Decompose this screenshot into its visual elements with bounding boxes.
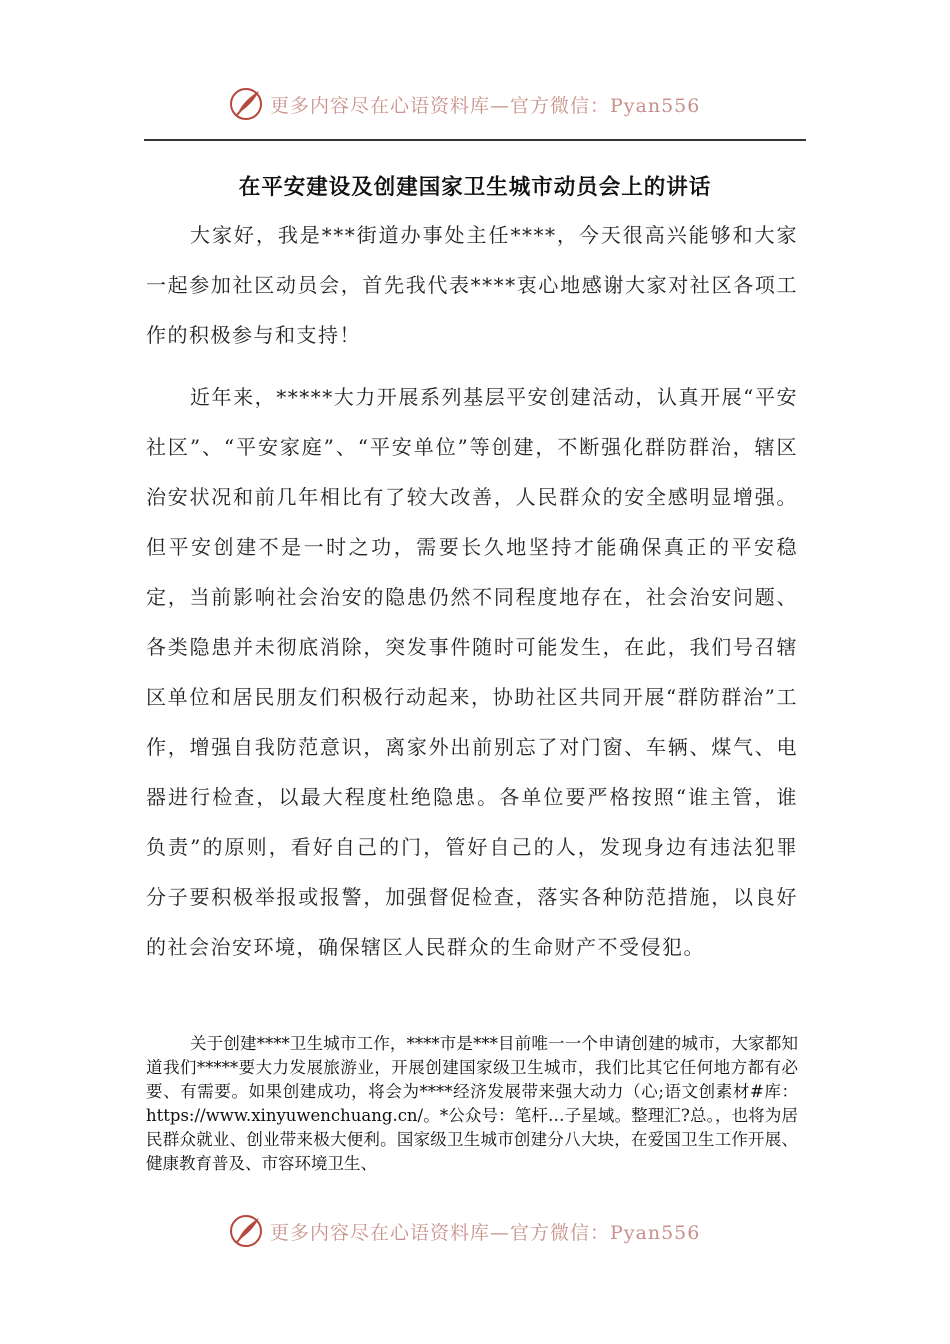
footer-brand-text: 更多内容尽在心语资料库—官方微信：Pyan556 [270, 1221, 701, 1244]
paragraph-health-city: 关于创建****卫生城市工作，****市是***目前唯一一个申请创建的城市，大家都知道我们*****要大力发展旅游业，开展创建国家级卫生城市，我们比其它任何地方都有必要、有需要。如果创建成功，将会为****经济发展带来强大动力（心;语文创素材#库：https://www.xinyuwenchuang.cn/。*公众号：笔杆…子星域。整理汇?总。，也将为居民群众就业、创业带来极大便利。国家级卫生城市创建分八大块，在爱国卫生工作开展、健康教育普及、市容环境卫生、 [146, 1034, 798, 1173]
header-divider [144, 139, 806, 141]
header-watermark [228, 84, 748, 124]
quill-pen-circle-icon [228, 86, 264, 122]
footer-watermark [228, 1211, 748, 1251]
paragraph-safety: 近年来，*****大力开展系列基层平安创建活动，认真开展“平安社区”、“平安家庭”、“平安单位”等创建，不断强化群防群治，辖区治安状况和前几年相比有了较大改善，人民群众的安全感明显增强。但平安创建不是一时之功，需要长久地坚持才能确保真正的平安稳定，当前影响社会治安的隐患仍然不同程度地存在，社会治安问题、各类隐患并未彻底消除，突发事件随时可能发生，在此，我们号召辖区单位和居民朋友们积极行动起来，协助社区共同开展“群防群治”工作，增强自我防范意识，离家外出前别忘了对门窗、车辆、煤气、电器进行检查，以最大程度杜绝隐患。各单位要严格按照“谁主管，谁负责”的原则，看好自己的门，管好自己的人，发现身边有违法犯罪分子要积极举报或报警，加强督促检查，落实各种防范措施，以良好的社会治安环境，确保辖区人民群众的生命财产不受侵犯。 [146, 385, 798, 959]
quill-pen-circle-icon [228, 1213, 264, 1249]
header-brand-text: 更多内容尽在心语资料库—官方微信：Pyan556 [270, 94, 701, 117]
paragraph-greeting: 大家好，我是***街道办事处主任****，今天很高兴能够和大家一起参加社区动员会，首先我代表****衷心地感谢大家对社区各项工作的积极参与和支持！ [146, 223, 798, 347]
page-title: 在平安建设及创建国家卫生城市动员会上的讲话 [238, 175, 712, 201]
